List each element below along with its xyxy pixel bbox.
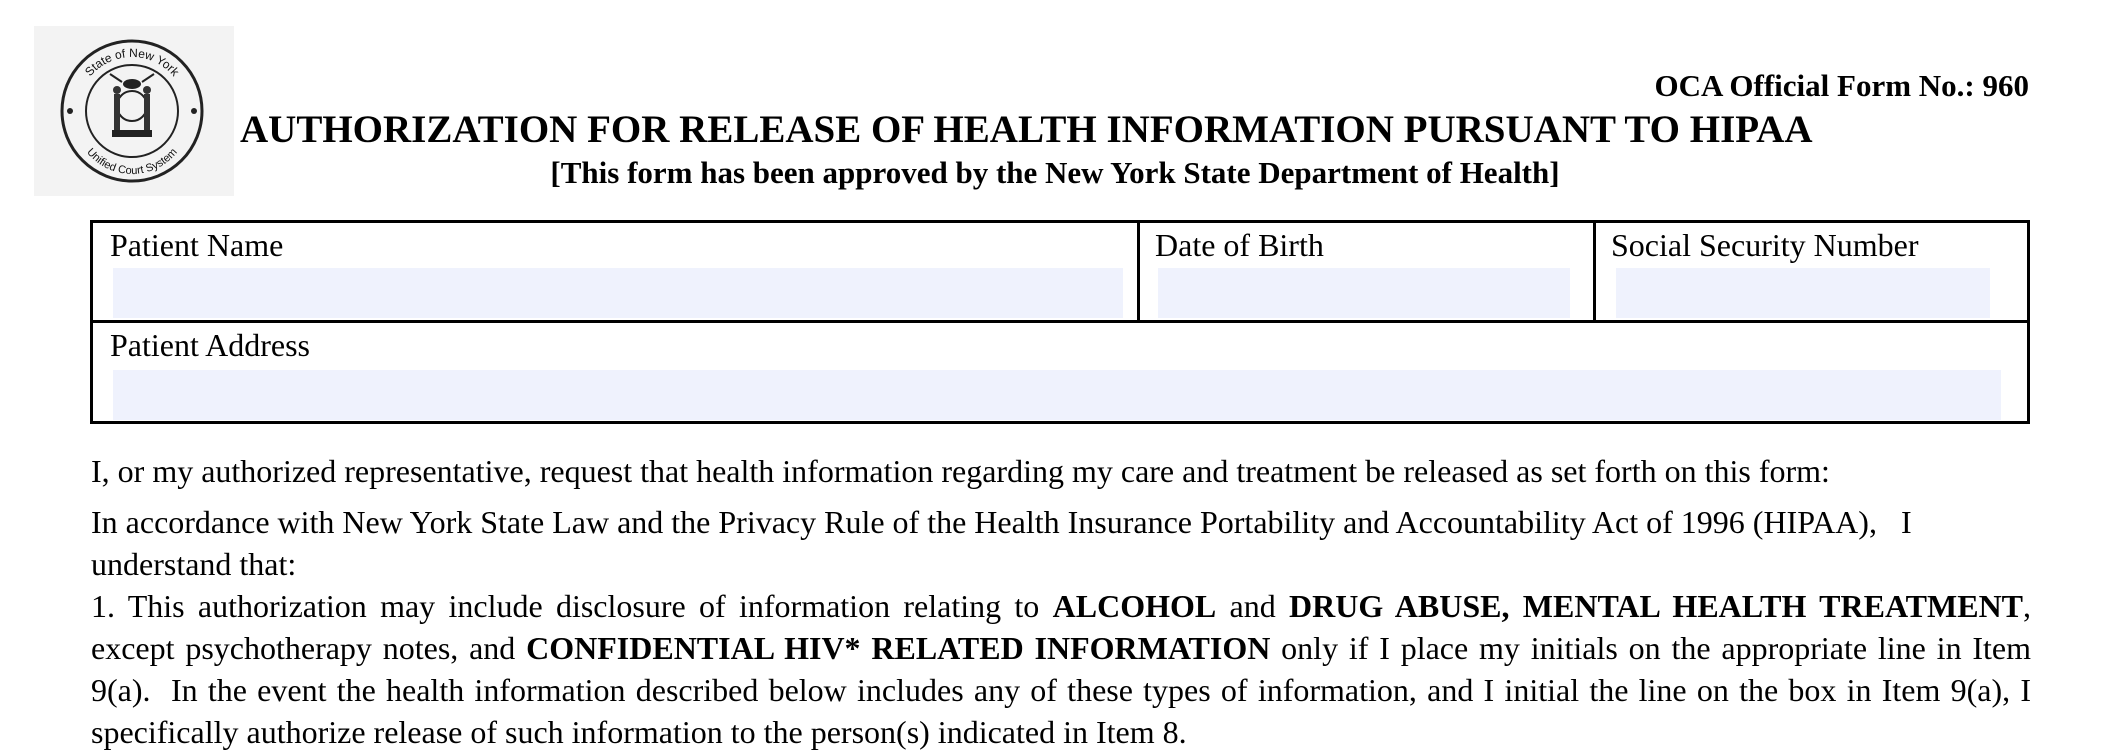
patient-name-cell	[93, 223, 1140, 320]
item-1-text-4: only if I place my initials on the appropriate line in Item 9(a). In the event the health information described below includes any of these types of information, and I initial the line on the box in Item 9(a), I specifically authorize release of such information to the person(s) indicated in Item 8.	[91, 630, 2032, 750]
patient-name-label: Patient Name	[110, 227, 284, 263]
item-1-paragraph	[91, 585, 2031, 753]
ssn-field[interactable]	[1616, 268, 1990, 318]
date-of-birth-label: Date of Birth	[1155, 227, 1324, 263]
seal-top-text: State of New York	[82, 45, 183, 79]
date-of-birth-cell	[1140, 223, 1596, 320]
patient-address-row	[93, 323, 2027, 424]
patient-address-label: Patient Address	[110, 327, 310, 363]
page-subtitle: [This form has been approved by the New York State Department of Health]	[550, 155, 1560, 190]
form-number: OCA Official Form No.: 960	[1654, 68, 2029, 103]
patient-info-row	[93, 223, 2027, 323]
item-1-bold-hiv: CONFIDENTIAL HIV* RELATED INFORMATION	[526, 630, 1271, 666]
ssn-cell	[1596, 223, 2027, 320]
item-1-text-3: , except psychotherapy notes, and	[91, 588, 2032, 666]
page-title: AUTHORIZATION FOR RELEASE OF HEALTH INFORMATION PURSUANT TO HIPAA	[240, 108, 1813, 151]
ssn-label: Social Security Number	[1611, 227, 1919, 263]
patient-name-field[interactable]	[113, 268, 1123, 318]
seal-bottom-text: Unified Court System	[84, 146, 180, 178]
patient-info-table	[90, 220, 2030, 424]
date-of-birth-field[interactable]	[1158, 268, 1570, 318]
item-1-bold-alcohol: ALCOHOL	[1052, 588, 1217, 624]
request-statement: I, or my authorized representative, request that health information regarding my care and treatment be released as set forth on this form:	[91, 453, 1830, 489]
item-1-text-1: 1. This authorization may include disclosure of information relating to	[91, 588, 1053, 624]
item-1-bold-drug-mental: DRUG ABUSE, MENTAL HEALTH TREATMENT	[1289, 588, 2024, 624]
hipaa-accordance-statement: In accordance with New York State Law and the Privacy Rule of the Health Insurance Portability and Accountability Act of 1996 (HIPAA), I understand that:	[91, 504, 1912, 582]
item-1-text-2: and	[1216, 588, 1290, 624]
patient-address-field[interactable]	[113, 370, 2001, 420]
